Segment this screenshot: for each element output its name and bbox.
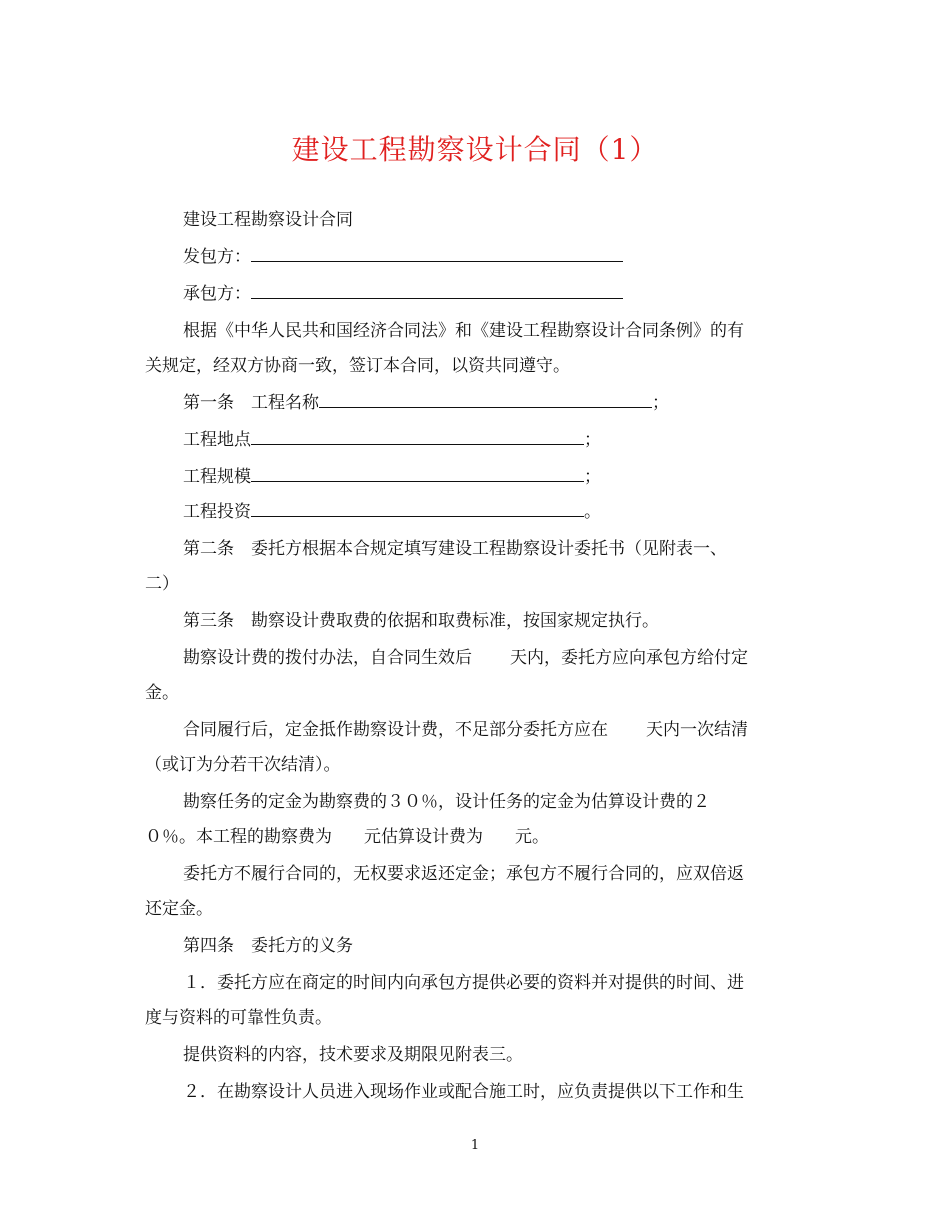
project-name-blank: [319, 392, 652, 408]
paragraph-line: 关规定，经双方协商一致，签订本合同，以资共同遵守。: [145, 356, 570, 376]
document-title: 建设工程勘察设计合同（1）: [291, 133, 659, 166]
paragraph-line: 委托方不履行合同的，无权要求返还定金；承包方不履行合同的，应双倍返: [183, 864, 744, 884]
text-segment: 勘察设计费的拨付办法，自合同生效后: [183, 648, 472, 668]
project-name-label: 第一条 工程名称: [183, 393, 319, 413]
project-scale-label: 工程规模: [183, 467, 251, 487]
text-segment: 合同履行后，定金抵作勘察设计费，不足部分委托方应在: [183, 720, 608, 740]
project-location-line: [145, 428, 843, 452]
punctuation: ；: [584, 430, 601, 450]
party-a-label: 发包方：: [183, 247, 251, 267]
text-segment: 天内，委托方应向承包方给付定: [510, 648, 748, 668]
paragraph-line: [145, 825, 805, 849]
party-a-blank: [251, 246, 623, 262]
project-location-label: 工程地点: [183, 430, 251, 450]
project-name-line: [145, 391, 843, 415]
paragraph-line: （或订为分若干次结清）。: [145, 755, 341, 775]
text-segment: 天内一次结清: [646, 720, 748, 740]
text-segment: 元。: [515, 827, 549, 847]
party-a-line: [145, 245, 843, 269]
paragraph-line: 根据《中华人民共和国经济合同法》和《建设工程勘察设计合同条例》的有: [183, 321, 744, 341]
project-scale-blank: [251, 466, 584, 482]
paragraph-line: １．委托方应在商定的时间内向承包方提供必要的资料并对提供的时间、进: [183, 973, 744, 993]
paragraph-line: 度与资料的可靠性负责。: [145, 1008, 332, 1028]
project-investment-blank: [251, 501, 584, 517]
punctuation: 。: [584, 502, 601, 522]
project-investment-label: 工程投资: [183, 502, 251, 522]
text-segment: 元估算设计费为: [364, 827, 483, 847]
project-location-blank: [251, 429, 584, 445]
party-b-line: [145, 282, 843, 306]
section-heading: 第四条 委托方的义务: [183, 936, 353, 956]
text-segment: ０％。本工程的勘察费为: [145, 827, 332, 847]
project-scale-line: [145, 465, 843, 489]
project-investment-line: [145, 500, 843, 524]
page-number: 1: [470, 1138, 480, 1153]
paragraph-line: 勘察任务的定金为勘察费的３０％，设计任务的定金为估算设计费的２: [183, 792, 710, 812]
paragraph-line: [145, 718, 843, 742]
party-b-blank: [251, 283, 623, 299]
paragraph-line: ２．在勘察设计人员进入现场作业或配合施工时，应负责提供以下工作和生: [183, 1082, 744, 1102]
punctuation: ；: [584, 467, 601, 487]
paragraph-line: 还定金。: [145, 899, 213, 919]
paragraph-line: 二）: [145, 574, 179, 594]
paragraph-line: 金。: [145, 683, 179, 703]
party-b-label: 承包方：: [183, 284, 251, 304]
contract-heading: 建设工程勘察设计合同: [183, 210, 353, 230]
punctuation: ；: [652, 393, 669, 413]
paragraph-line: 第二条 委托方根据本合规定填写建设工程勘察设计委托书（见附表一、: [183, 539, 727, 559]
paragraph-line: 第三条 勘察设计费取费的依据和取费标准，按国家规定执行。: [183, 611, 659, 631]
paragraph-line: [145, 646, 843, 670]
paragraph-line: 提供资料的内容，技术要求及期限见附表三。: [183, 1045, 523, 1065]
